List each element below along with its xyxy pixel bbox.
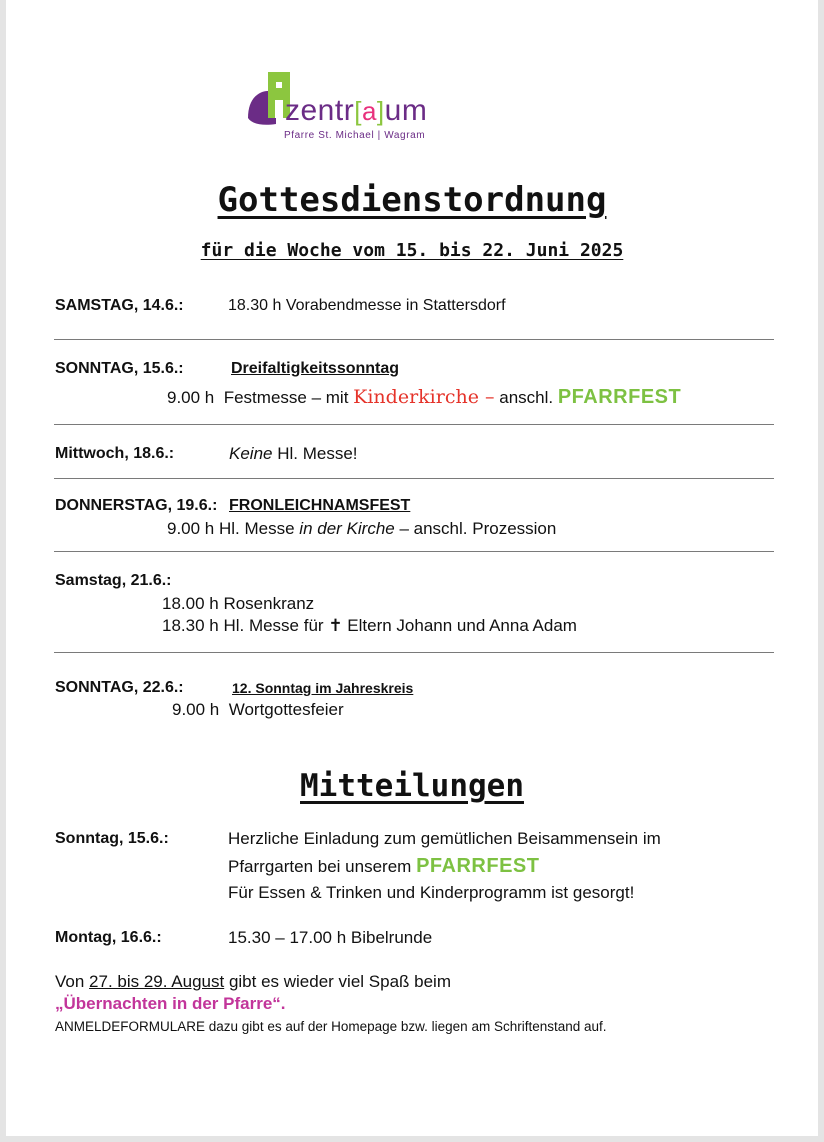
feast-name-sun-22: 12. Sonntag im Jahreskreis (232, 680, 414, 696)
service-sun-15: 9.00 h Festmesse – mit Kinderkirche – anschl. PFARRFEST (167, 386, 682, 408)
notice-mon: 15.30 – 17.00 h Bibelrunde (228, 928, 433, 947)
notice-day-sun: Sonntag, 15.6.: (55, 830, 169, 847)
page-subtitle: für die Woche vom 15. bis 22. Juni 2025 (200, 240, 624, 261)
service-wed-18: Keine Hl. Messe! (229, 444, 358, 463)
notice-sun-line1: Herzliche Einladung zum gemütlichen Beisammensein im (228, 829, 661, 848)
service-sat-14: 18.30 h Vorabendmesse in Stattersdorf (228, 297, 506, 314)
divider (54, 652, 774, 653)
logo-wordmark: zentr[a]um (285, 94, 428, 127)
divider (54, 551, 774, 552)
notice-sun-line2: Pfarrgarten bei unserem PFARRFEST (228, 855, 540, 877)
day-label-wed-18: Mittwoch, 18.6.: (55, 445, 175, 462)
service-sat-21-rosary: 18.00 h Rosenkranz (162, 594, 315, 613)
notice-day-mon: Montag, 16.6.: (55, 929, 162, 946)
event-title: „Übernachten in der Pfarre“. (55, 994, 286, 1013)
feast-name-sun-15: Dreifaltigkeitssonntag (231, 360, 400, 377)
cross-icon: ✝ (328, 616, 343, 635)
notice-sun-line3: Für Essen & Trinken und Kinderprogramm ist gesorgt! (228, 883, 635, 902)
page-edge-left (0, 0, 6, 1142)
divider (54, 424, 774, 425)
mitteilungen-title: Mitteilungen (300, 768, 524, 804)
page-edge-right (818, 0, 824, 1142)
logo-subtitle: Pfarre St. Michael | Wagram (284, 130, 426, 141)
page-edge-bottom (0, 1136, 824, 1142)
service-sat-21-mass: 18.30 h Hl. Messe für ✝ Eltern Johann und Anna Adam (162, 616, 577, 635)
registration-note: ANMELDEFORMULARE dazu gibt es auf der Homepage bzw. liegen am Schriftenstand auf. (55, 1019, 607, 1034)
kinderkirche-label: Kinderkirche – (353, 386, 495, 408)
notice-august-line1: Von 27. bis 29. August gibt es wieder viel Spaß beim (55, 972, 451, 991)
pfarrfest-label: PFARRFEST (416, 855, 540, 877)
august-dates: 27. bis 29. August (89, 972, 225, 991)
day-label-sat-21: Samstag, 21.6.: (55, 572, 172, 589)
day-label-sun-15: SONNTAG, 15.6.: (55, 360, 184, 377)
service-sun-22: 9.00 h Wortgottesfeier (172, 700, 344, 719)
page-title: Gottesdienstordnung (217, 180, 607, 220)
day-label-thu-19: DONNERSTAG, 19.6.: (55, 497, 218, 514)
day-label-sun-22: SONNTAG, 22.6.: (55, 679, 184, 696)
divider (54, 478, 774, 479)
service-thu-19: 9.00 h Hl. Messe in der Kirche – anschl. Prozession (167, 519, 557, 538)
divider (54, 339, 774, 340)
pfarrfest-label: PFARRFEST (557, 386, 682, 408)
feast-name-thu-19: FRONLEICHNAMSFEST (229, 497, 411, 514)
day-label-sat-14: SAMSTAG, 14.6.: (55, 297, 184, 314)
